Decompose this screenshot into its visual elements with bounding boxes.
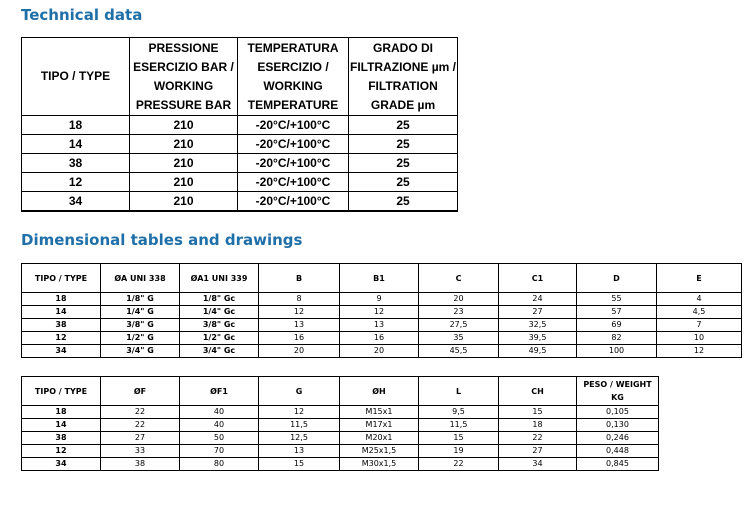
cell: 50 — [180, 432, 259, 445]
header-g: G — [259, 377, 340, 406]
table-row — [22, 173, 458, 192]
header-dia-f: ØF — [101, 377, 180, 406]
cell-pressure: 210 — [130, 116, 238, 135]
cell: 40 — [180, 406, 259, 419]
cell: M25x1,5 — [340, 445, 419, 458]
cell: 11,5 — [419, 419, 499, 432]
cell: 38 — [101, 458, 180, 471]
table-row — [22, 192, 458, 212]
cell: 12 — [259, 406, 340, 419]
cell: 39,5 — [499, 332, 577, 345]
cell-temperature: -20°C/+100°C — [238, 192, 349, 212]
cell-pressure: 210 — [130, 173, 238, 192]
table-row — [22, 419, 659, 432]
cell: 14 — [22, 306, 101, 319]
cell-filtration: 25 — [349, 154, 458, 173]
header-type: TIPO / TYPE — [22, 377, 101, 406]
cell: 70 — [180, 445, 259, 458]
cell: 14 — [22, 419, 101, 432]
cell: 0,246 — [577, 432, 659, 445]
table-row — [22, 154, 458, 173]
cell: 0,845 — [577, 458, 659, 471]
section-title-technical-data: Technical data — [21, 6, 143, 24]
table-row — [22, 306, 742, 319]
cell-pressure: 210 — [130, 192, 238, 212]
table-row — [22, 116, 458, 135]
cell: 1/8" G — [101, 293, 180, 306]
cell-temperature: -20°C/+100°C — [238, 135, 349, 154]
cell: 27,5 — [419, 319, 499, 332]
table-row — [22, 345, 742, 358]
cell: M15x1 — [340, 406, 419, 419]
cell: 18 — [22, 406, 101, 419]
table-header-row — [22, 377, 659, 406]
cell: 7 — [657, 319, 742, 332]
header-e: E — [657, 264, 742, 293]
table-row — [22, 135, 458, 154]
cell: 20 — [419, 293, 499, 306]
cell: 13 — [259, 445, 340, 458]
cell: 23 — [419, 306, 499, 319]
table-row — [22, 445, 659, 458]
cell: 15 — [499, 406, 577, 419]
cell: 20 — [259, 345, 340, 358]
cell: 27 — [499, 445, 577, 458]
header-dia-h: ØH — [340, 377, 419, 406]
cell: 12 — [22, 445, 101, 458]
section-title-dimensional-tables: Dimensional tables and drawings — [21, 231, 303, 249]
cell: 3/4" Gc — [180, 345, 259, 358]
header-type: TIPO / TYPE — [22, 38, 130, 116]
cell: 27 — [499, 306, 577, 319]
cell: 22 — [419, 458, 499, 471]
cell: M30x1,5 — [340, 458, 419, 471]
header-filtration-grade: GRADO DI FILTRAZIONE µm / FILTRATION GRADE µm — [349, 38, 458, 116]
table-row — [22, 432, 659, 445]
cell: 18 — [499, 419, 577, 432]
cell: 3/8" Gc — [180, 319, 259, 332]
cell: 34 — [22, 458, 101, 471]
cell: 55 — [577, 293, 657, 306]
table-row — [22, 319, 742, 332]
cell: 12 — [340, 306, 419, 319]
cell: 8 — [259, 293, 340, 306]
cell: 27 — [101, 432, 180, 445]
header-dia-a1: ØA1 UNI 339 — [180, 264, 259, 293]
header-dia-f1: ØF1 — [180, 377, 259, 406]
cell: 13 — [259, 319, 340, 332]
header-ch: CH — [499, 377, 577, 406]
cell: 9,5 — [419, 406, 499, 419]
cell: 34 — [499, 458, 577, 471]
cell-filtration: 25 — [349, 192, 458, 212]
cell: 1/2" Gc — [180, 332, 259, 345]
cell: 15 — [259, 458, 340, 471]
table-row — [22, 458, 659, 471]
header-d: D — [577, 264, 657, 293]
cell-temperature: -20°C/+100°C — [238, 154, 349, 173]
header-dia-a: ØA UNI 338 — [101, 264, 180, 293]
cell: 19 — [419, 445, 499, 458]
cell-temperature: -20°C/+100°C — [238, 116, 349, 135]
cell: 22 — [101, 406, 180, 419]
header-b: B — [259, 264, 340, 293]
header-working-temperature: TEMPERATURA ESERCIZIO / WORKING TEMPERATURE — [238, 38, 349, 116]
table-row — [22, 406, 659, 419]
cell-type: 34 — [22, 192, 130, 212]
cell: 57 — [577, 306, 657, 319]
cell: 1/2" G — [101, 332, 180, 345]
technical-data-table — [21, 37, 458, 212]
cell: 100 — [577, 345, 657, 358]
cell: 10 — [657, 332, 742, 345]
header-type: TIPO / TYPE — [22, 264, 101, 293]
cell-pressure: 210 — [130, 135, 238, 154]
cell: 38 — [22, 432, 101, 445]
cell: 18 — [22, 293, 101, 306]
cell: 13 — [340, 319, 419, 332]
cell: 4,5 — [657, 306, 742, 319]
cell: 82 — [577, 332, 657, 345]
cell: 0,130 — [577, 419, 659, 432]
table-header-row — [22, 38, 458, 116]
cell: 12,5 — [259, 432, 340, 445]
dimensional-table-1 — [21, 263, 742, 358]
cell: 16 — [259, 332, 340, 345]
cell: 49,5 — [499, 345, 577, 358]
cell: 12 — [22, 332, 101, 345]
cell: 69 — [577, 319, 657, 332]
cell-type: 18 — [22, 116, 130, 135]
cell: 38 — [22, 319, 101, 332]
cell: M17x1 — [340, 419, 419, 432]
cell-type: 38 — [22, 154, 130, 173]
cell: 1/4" G — [101, 306, 180, 319]
cell-filtration: 25 — [349, 135, 458, 154]
cell: 12 — [657, 345, 742, 358]
cell: 9 — [340, 293, 419, 306]
cell: 20 — [340, 345, 419, 358]
cell: 0,105 — [577, 406, 659, 419]
header-c: C — [419, 264, 499, 293]
cell: 12 — [259, 306, 340, 319]
cell-pressure: 210 — [130, 154, 238, 173]
cell: 35 — [419, 332, 499, 345]
cell: 80 — [180, 458, 259, 471]
cell: 3/4" G — [101, 345, 180, 358]
header-b1: B1 — [340, 264, 419, 293]
cell-type: 14 — [22, 135, 130, 154]
header-working-pressure: PRESSIONE ESERCIZIO BAR / WORKING PRESSURE BAR — [130, 38, 238, 116]
cell: M20x1 — [340, 432, 419, 445]
cell: 45,5 — [419, 345, 499, 358]
cell: 3/8" G — [101, 319, 180, 332]
cell: 11,5 — [259, 419, 340, 432]
cell: 34 — [22, 345, 101, 358]
cell-type: 12 — [22, 173, 130, 192]
cell-filtration: 25 — [349, 173, 458, 192]
cell: 32,5 — [499, 319, 577, 332]
cell: 15 — [419, 432, 499, 445]
cell: 16 — [340, 332, 419, 345]
dimensional-table-2 — [21, 376, 659, 471]
cell: 1/4" Gc — [180, 306, 259, 319]
cell: 1/8" Gc — [180, 293, 259, 306]
cell: 24 — [499, 293, 577, 306]
cell: 4 — [657, 293, 742, 306]
header-weight: PESO / WEIGHT KG — [577, 377, 659, 406]
cell-filtration: 25 — [349, 116, 458, 135]
header-l: L — [419, 377, 499, 406]
table-row — [22, 293, 742, 306]
cell: 22 — [499, 432, 577, 445]
header-c1: C1 — [499, 264, 577, 293]
table-header-row — [22, 264, 742, 293]
cell-temperature: -20°C/+100°C — [238, 173, 349, 192]
cell: 40 — [180, 419, 259, 432]
table-row — [22, 332, 742, 345]
cell: 33 — [101, 445, 180, 458]
cell: 0,448 — [577, 445, 659, 458]
cell: 22 — [101, 419, 180, 432]
